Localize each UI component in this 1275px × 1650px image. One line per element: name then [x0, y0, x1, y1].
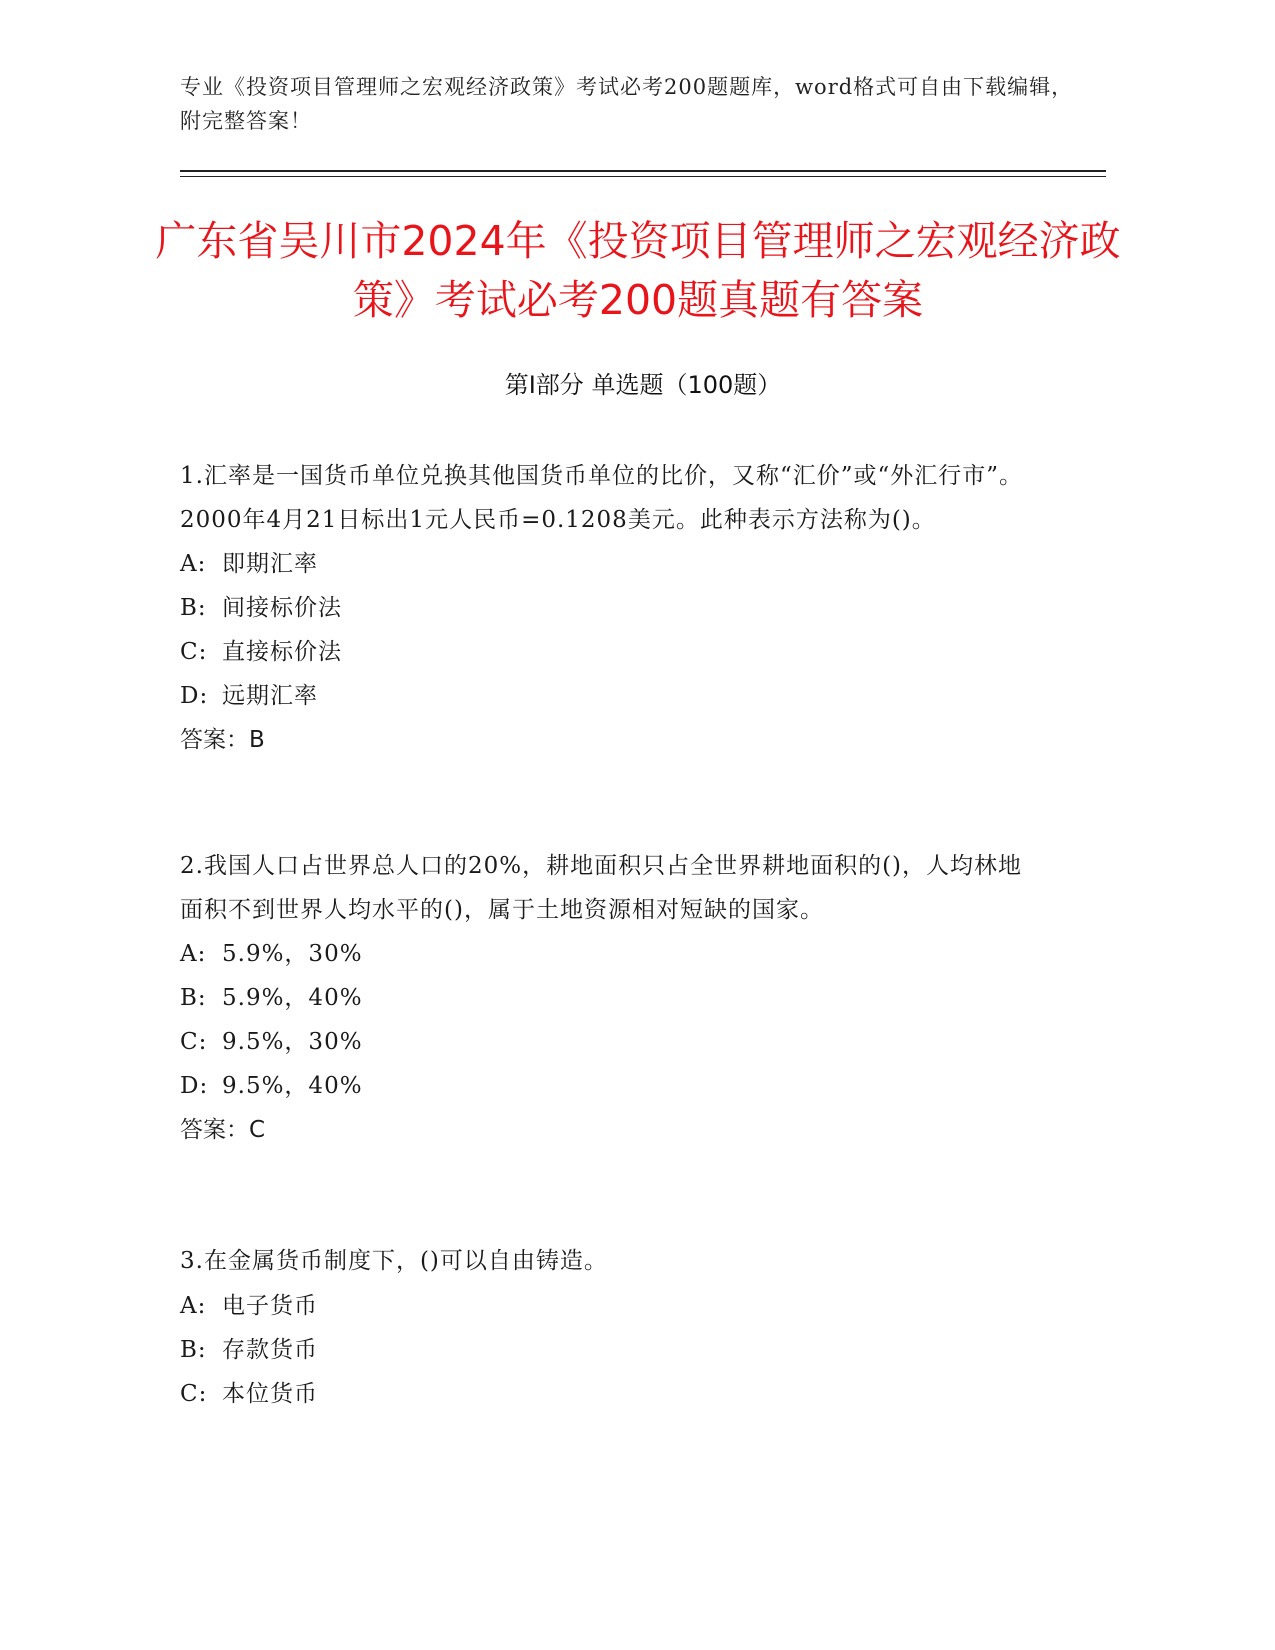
answer: 答案：C — [180, 1117, 266, 1143]
option-c — [180, 1372, 1040, 1416]
header-note: 专业《投资项目管理师之宏观经济政策》考试必考200题题库，word格式可自由下载编辑，附完整答案！ — [180, 75, 1074, 133]
option-a — [180, 932, 1040, 976]
option-text: 本位货币 — [222, 1380, 318, 1407]
option-letter: B: — [180, 1336, 207, 1363]
option-c — [180, 1020, 1040, 1064]
document-title: 广东省吴川市2024年《投资项目管理师之宏观经济政策》考试必考200题真题有答案 — [155, 217, 1121, 324]
option-letter: D: — [180, 683, 209, 709]
option-text: 5.9%，40% — [222, 985, 363, 1011]
option-b — [180, 976, 1040, 1020]
option-text: 9.5%，30% — [222, 1029, 363, 1055]
option-a — [180, 1284, 1040, 1328]
question-3 — [180, 1240, 1040, 1416]
option-b — [180, 1328, 1040, 1372]
question-stem: 3.在金属货币制度下，()可以自由铸造。 — [180, 1248, 608, 1274]
option-letter: C: — [180, 639, 208, 665]
option-text: 直接标价法 — [222, 639, 342, 665]
question-1 — [180, 455, 1040, 762]
option-letter: A: — [180, 1292, 207, 1319]
answer: 答案：B — [180, 727, 265, 753]
option-letter: B: — [180, 595, 207, 621]
option-a — [180, 542, 1040, 586]
option-d — [180, 1064, 1040, 1108]
option-b — [180, 586, 1040, 630]
option-letter: B: — [180, 985, 207, 1011]
question-stem: 1.汇率是一国货币单位兑换其他国货币单位的比价，又称“汇价”或“外汇行市”。2000年4月21日标出1元人民币=0.1208美元。此种表示方法称为()。 — [180, 463, 1023, 533]
option-text: 9.5%，40% — [222, 1073, 363, 1099]
option-letter: C: — [180, 1380, 208, 1407]
option-d — [180, 674, 1040, 718]
option-text: 存款货币 — [222, 1336, 318, 1363]
option-text: 间接标价法 — [222, 595, 342, 621]
option-text: 即期汇率 — [222, 551, 318, 577]
question-stem: 2.我国人口占世界总人口的20%，耕地面积只占全世界耕地面积的()，人均林地面积不到世界人均水平的()，属于土地资源相对短缺的国家。 — [180, 853, 1023, 923]
option-letter: A: — [180, 941, 207, 967]
option-text: 5.9%，30% — [222, 941, 363, 967]
option-letter: C: — [180, 1029, 208, 1055]
question-2 — [180, 845, 1040, 1152]
section-title: 第Ⅰ部分 单选题（100题） — [504, 371, 782, 399]
option-text: 电子货币 — [222, 1292, 318, 1319]
option-letter: D: — [180, 1073, 209, 1099]
header-divider-thick — [180, 170, 1106, 172]
header-divider-thin — [180, 176, 1106, 177]
option-letter: A: — [180, 551, 207, 577]
option-c — [180, 630, 1040, 674]
option-text: 远期汇率 — [222, 683, 318, 709]
